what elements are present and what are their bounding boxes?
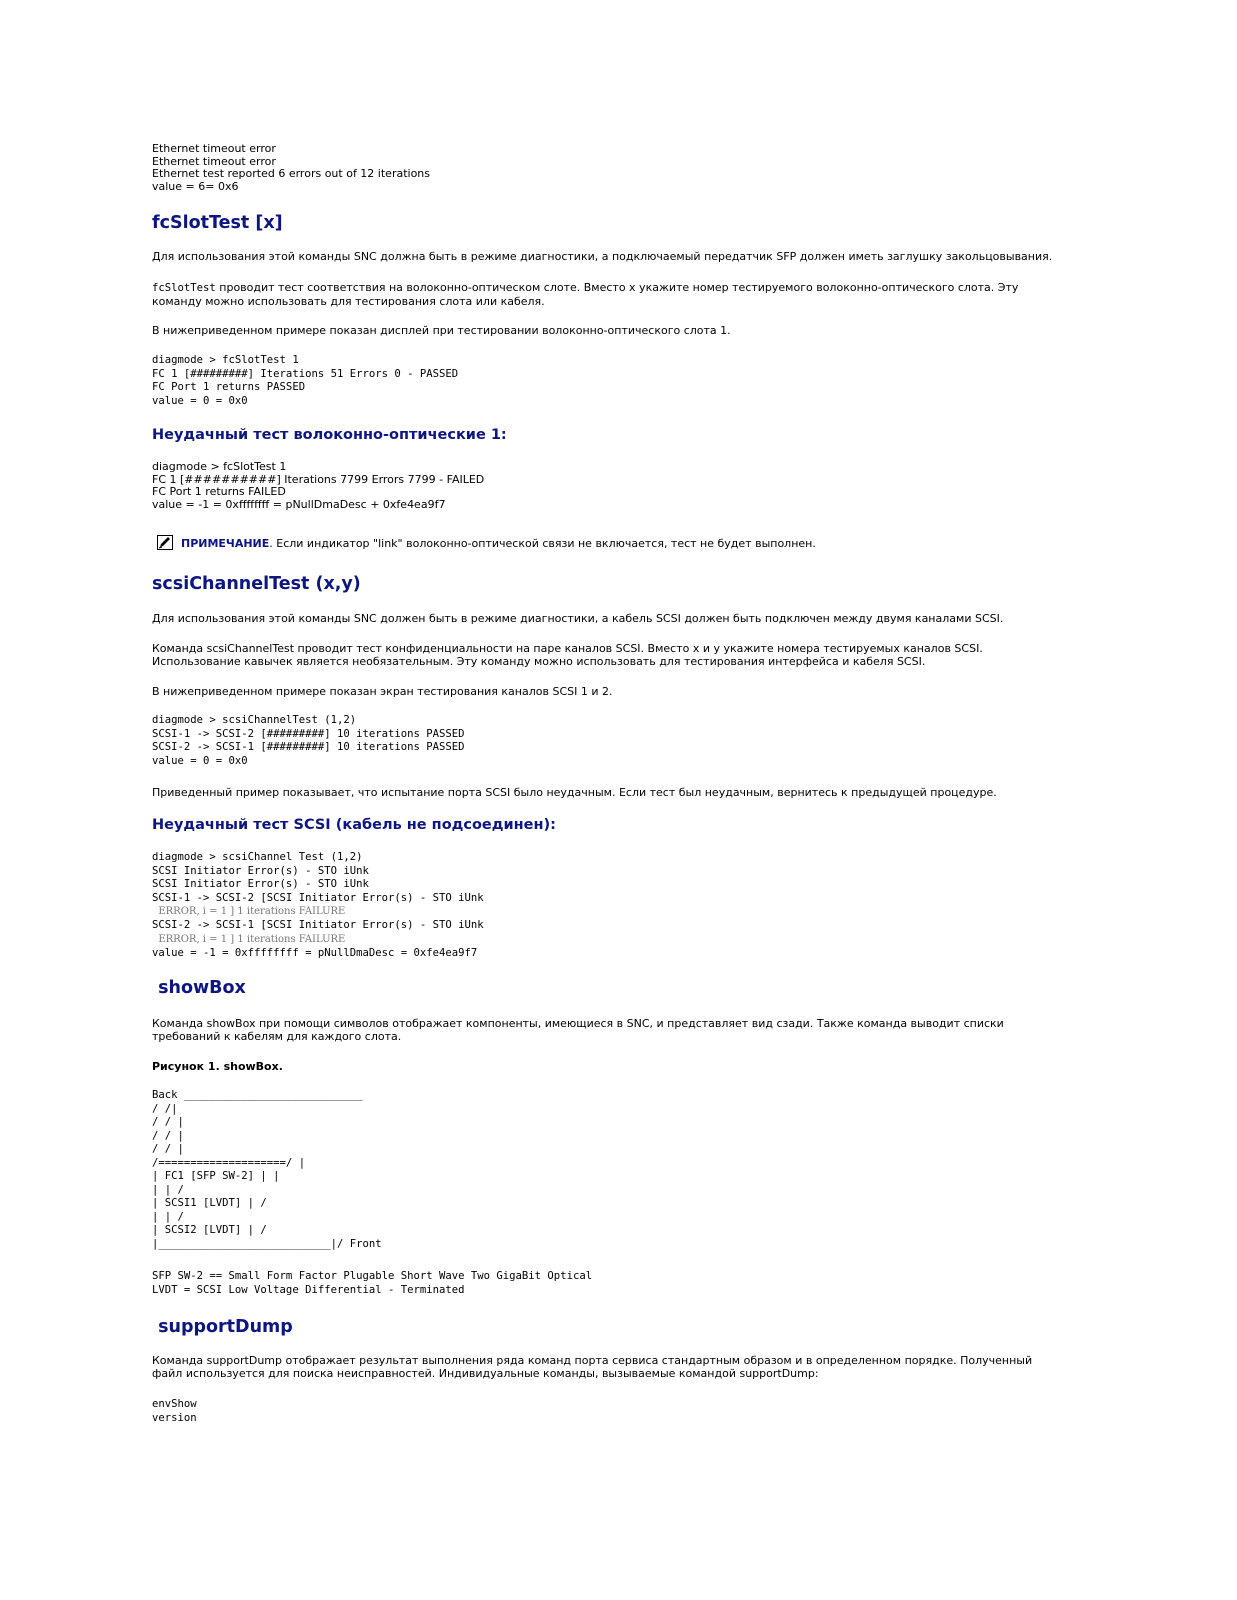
diagram-line: |___________________________|/ Front bbox=[152, 1237, 382, 1250]
code-line: SCSI Initiator Error(s) - STO iUnk bbox=[152, 864, 369, 877]
code-line: diagmode > scsiChannel Test (1,2) bbox=[152, 851, 363, 863]
scsi-paragraph-1: Для использования этой команды SNC должен быть в режиме диагностики, а кабель SCSI должен быть подключен между двумя каналами SCSI. bbox=[152, 612, 1004, 625]
code-line: SCSI Initiator Error(s) - STO iUnk bbox=[152, 878, 369, 890]
showbox-diagram bbox=[152, 1089, 1112, 1251]
note bbox=[152, 535, 1112, 550]
fcslot-command-inline: fcSlotTest bbox=[152, 282, 216, 294]
showbox-legend bbox=[152, 1270, 1112, 1297]
diagram-line: / /| bbox=[152, 1102, 178, 1115]
ethernet-output bbox=[152, 143, 1112, 193]
figure-caption: Рисунок 1. showBox. bbox=[152, 1060, 283, 1073]
code-line: FC 1 [#########] Iterations 51 Errors 0 - PASSED bbox=[152, 367, 459, 380]
diagram-line: | SCSI2 [LVDT] | / bbox=[152, 1224, 267, 1236]
code-line: SCSI-2 -> SCSI-1 [#########] 10 iterations PASSED bbox=[152, 741, 465, 753]
code-line-faint: ERROR, i = 1 ] 1 iterations FAILURE bbox=[152, 933, 346, 945]
fcslot-paragraph-2-text: проводит тест соответствия на волоконно-оптическом слоте. Вместо x укажите номер тестируемого волоконно-оптического слота. Эту команду можно использовать для тестирования слота или кабеля. bbox=[152, 281, 1019, 308]
supportdump-paragraph: Команда supportDump отображает результат выполнения ряда команд порта сервиса стандартным образом и в определенном порядке. Полученный файл используется для поиска неисправностей. Индивидуальные команды, вызываемые командой supportDump: bbox=[152, 1354, 1033, 1380]
scsi-code-block bbox=[152, 714, 1112, 768]
code-line: SCSI-1 -> SCSI-2 [SCSI Initiator Error(s) - STO iUnk bbox=[152, 891, 484, 904]
code-line: FC Port 1 returns PASSED bbox=[152, 381, 306, 393]
note-pencil-icon bbox=[157, 535, 173, 550]
legend-line: LVDT = SCSI Low Voltage Differential - Terminated bbox=[152, 1283, 465, 1296]
fcslot-paragraph-1: Для использования этой команды SNC должна быть в режиме диагностики, а подключаемый передатчик SFP должен иметь заглушку закольцовывания. bbox=[152, 250, 1053, 263]
scsi-paragraph-4: Приведенный пример показывает, что испытание порта SCSI было неудачным. Если тест был неудачным, вернитесь к предыдущей процедуре. bbox=[152, 786, 997, 799]
code-line: FC 1 [##########] Iterations 7799 Errors 7799 - FAILED bbox=[152, 472, 485, 486]
code-line: diagmode > fcSlotTest 1 bbox=[152, 354, 299, 366]
scsichanneltest-heading: scsiChannelTest (x,y) bbox=[152, 574, 361, 594]
showbox-paragraph: Команда showBox при помощи символов отображает компоненты, имеющиеся в SNC, и представляет вид сзади. Также команда выводит списки требований к кабелям для каждого слота. bbox=[152, 1017, 1004, 1043]
scsi-paragraph-3: В нижеприведенном примере показан экран тестирования каналов SCSI 1 и 2. bbox=[152, 685, 613, 698]
code-line-faint: ERROR, i = 1 ] 1 iterations FAILURE bbox=[152, 906, 346, 917]
diagram-line: / / | bbox=[152, 1143, 184, 1155]
fcslot-paragraph-3: В нижеприведенном примере показан дисплей при тестировании волоконно-оптического слота 1. bbox=[152, 324, 731, 337]
diagram-line: | FC1 [SFP SW-2] | | bbox=[152, 1170, 280, 1182]
command-item: envShow bbox=[152, 1398, 197, 1410]
code-line: SCSI-2 -> SCSI-1 [SCSI Initiator Error(s) - STO iUnk bbox=[152, 919, 484, 931]
diagram-line: | SCSI1 [LVDT] | / bbox=[152, 1197, 267, 1209]
diagram-line: / / | bbox=[152, 1116, 184, 1128]
scsi-fail-heading: Неудачный тест SCSI (кабель не подсоединен): bbox=[152, 817, 556, 833]
diagram-line: Back ____________________________ bbox=[152, 1089, 363, 1101]
showbox-heading: showBox bbox=[152, 978, 246, 998]
command-item: version bbox=[152, 1411, 197, 1424]
code-line: diagmode > fcSlotTest 1 bbox=[152, 460, 287, 473]
scsi-paragraph-2: Команда scsiChannelTest проводит тест конфиденциальности на паре каналов SCSI. Вместо x и y укажите номера тестируемых каналов SCSI. Использование кавычек является необязательным. Эту команду можно использовать для тестирования интерфейса и кабеля SCSI. bbox=[152, 642, 983, 668]
diagram-line: | | / bbox=[152, 1183, 184, 1196]
fcslot-fail-heading: Неудачный тест волоконно-оптические 1: bbox=[152, 427, 507, 443]
code-line: value = -1 = 0xffffffff = pNullDmaDesc = 0xfe4ea9f7 bbox=[152, 946, 478, 959]
code-line: FC Port 1 returns FAILED bbox=[152, 485, 286, 499]
diagram-line: /====================/ | bbox=[152, 1156, 306, 1169]
fcslot-fail-code-block bbox=[152, 461, 1112, 511]
fcslottest-heading: fcSlotTest [x] bbox=[152, 213, 283, 233]
code-line: value = 0 = 0x0 bbox=[152, 754, 248, 767]
output-line: value = 6= 0x6 bbox=[152, 179, 239, 193]
scsi-fail-code-block bbox=[152, 851, 1112, 960]
legend-line: SFP SW-2 == Small Form Factor Plugable Short Wave Two GigaBit Optical bbox=[152, 1270, 593, 1282]
output-line: Ethernet timeout error bbox=[152, 154, 276, 168]
code-line: diagmode > scsiChannelTest (1,2) bbox=[152, 714, 357, 726]
fcslot-code-block bbox=[152, 354, 1112, 408]
code-line: SCSI-1 -> SCSI-2 [#########] 10 iterations PASSED bbox=[152, 727, 465, 740]
supportdump-command-list bbox=[152, 1398, 1112, 1425]
diagram-line: / / | bbox=[152, 1129, 184, 1142]
code-line: value = 0 = 0x0 bbox=[152, 394, 248, 407]
fcslot-paragraph-2 bbox=[152, 281, 1052, 308]
diagram-line: | | / bbox=[152, 1210, 184, 1223]
supportdump-heading: supportDump bbox=[152, 1317, 293, 1337]
note-label: ПРИМЕЧАНИЕ bbox=[181, 537, 270, 550]
note-text: . Если индикатор "link" волоконно-оптической связи не включается, тест не будет выполнен. bbox=[269, 537, 816, 550]
output-line: Ethernet timeout error bbox=[152, 142, 276, 155]
output-line: Ethernet test reported 6 errors out of 12 iterations bbox=[152, 167, 431, 181]
code-line: value = -1 = 0xffffffff = pNullDmaDesc + 0xfe4ea9f7 bbox=[152, 497, 446, 511]
